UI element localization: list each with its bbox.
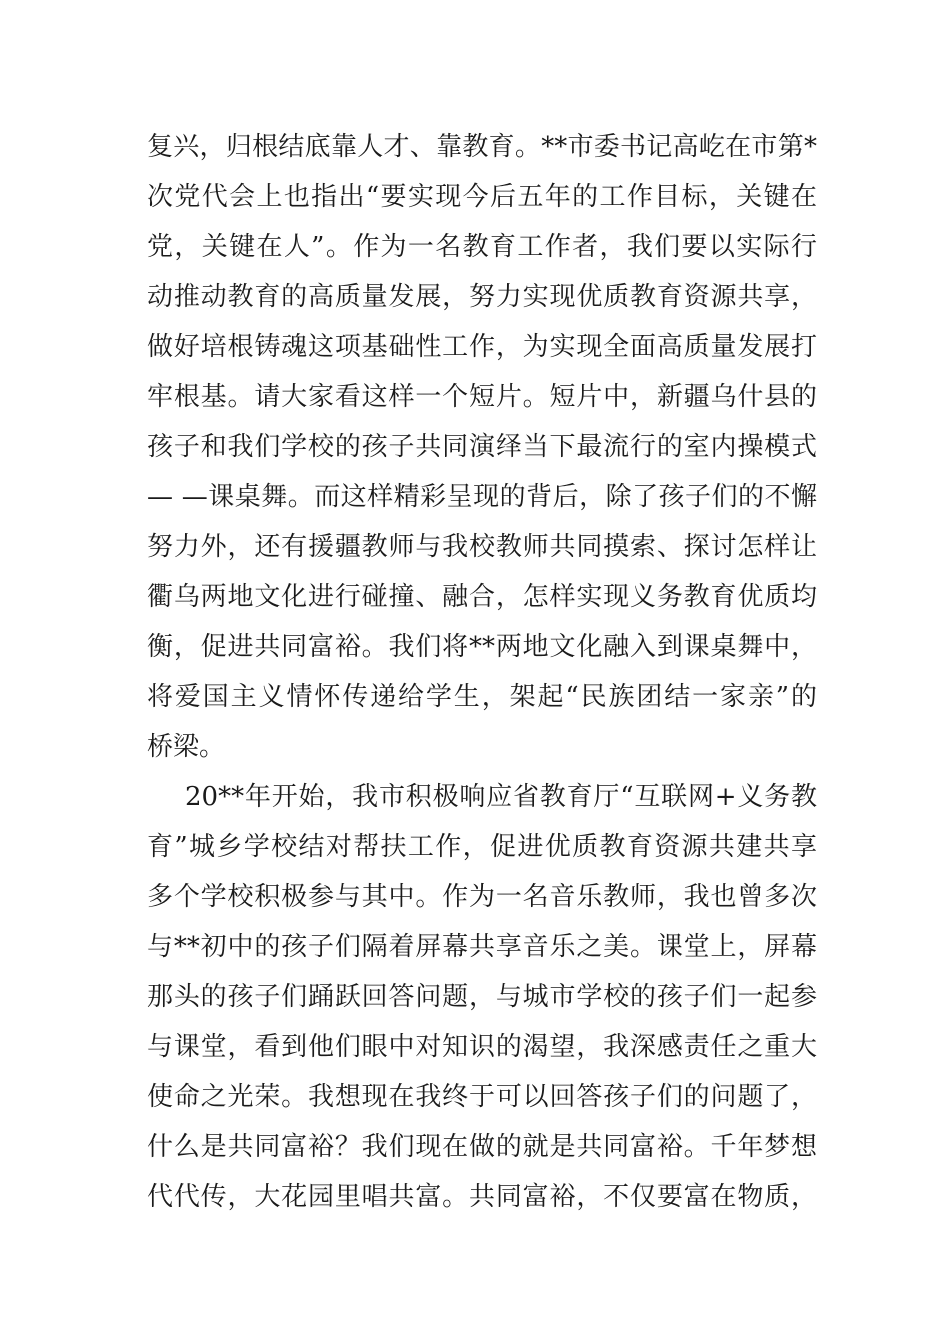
text-line: 努力外，还有援疆教师与我校教师共同摸索、探讨怎样让 [147, 532, 817, 562]
text-line: 做好培根铸魂这项基础性工作，为实现全面高质量发展打 [147, 332, 817, 362]
text-line: 党，关键在人”。作为一名教育工作者，我们要以实际行 [147, 232, 817, 262]
text-line: 次党代会上也指出“要实现今后五年的工作目标，关键在 [147, 182, 817, 212]
text-line: 将爱国主义情怀传递给学生，架起“民族团结一家亲”的 [147, 682, 817, 712]
text-line: 与课堂，看到他们眼中对知识的渴望，我深感责任之重大 [147, 1032, 817, 1062]
text-line: 动推动教育的高质量发展，努力实现优质教育资源共享， [147, 282, 817, 312]
text-line: — —课桌舞。而这样精彩呈现的背后，除了孩子们的不懈 [147, 482, 817, 512]
text-line: 牢根基。请大家看这样一个短片。短片中，新疆乌什县的 [147, 382, 817, 412]
paragraph-1 [147, 122, 817, 772]
text-line: 与**初中的孩子们隔着屏幕共享音乐之美。课堂上，屏幕 [147, 932, 817, 962]
text-line: 什么是共同富裕？我们现在做的就是共同富裕。千年梦想 [147, 1132, 817, 1162]
text-line: 那头的孩子们踊跃回答问题，与城市学校的孩子们一起参 [147, 982, 817, 1012]
text-line: 衡，促进共同富裕。我们将**两地文化融入到课桌舞中， [147, 632, 817, 662]
text-line: 复兴，归根结底靠人才、靠教育。**市委书记高屹在市第* [147, 132, 817, 162]
document-body [147, 122, 817, 1222]
text-line: 孩子和我们学校的孩子共同演绎当下最流行的室内操模式 [147, 432, 817, 462]
paragraph-2 [147, 772, 817, 1222]
text-line: 使命之光荣。我想现在我终于可以回答孩子们的问题了， [147, 1082, 817, 1112]
text-line: 衢乌两地文化进行碰撞、融合，怎样实现义务教育优质均 [147, 582, 817, 612]
text-line: 20**年开始，我市积极响应省教育厅“互联网+义务教 [185, 782, 817, 812]
text-line: 多个学校积极参与其中。作为一名音乐教师，我也曾多次 [147, 882, 817, 912]
text-line: 代代传，大花园里唱共富。共同富裕，不仅要富在物质， [147, 1182, 817, 1212]
text-line: 育”城乡学校结对帮扶工作，促进优质教育资源共建共享 [147, 832, 817, 862]
text-line: 桥梁。 [147, 732, 226, 762]
